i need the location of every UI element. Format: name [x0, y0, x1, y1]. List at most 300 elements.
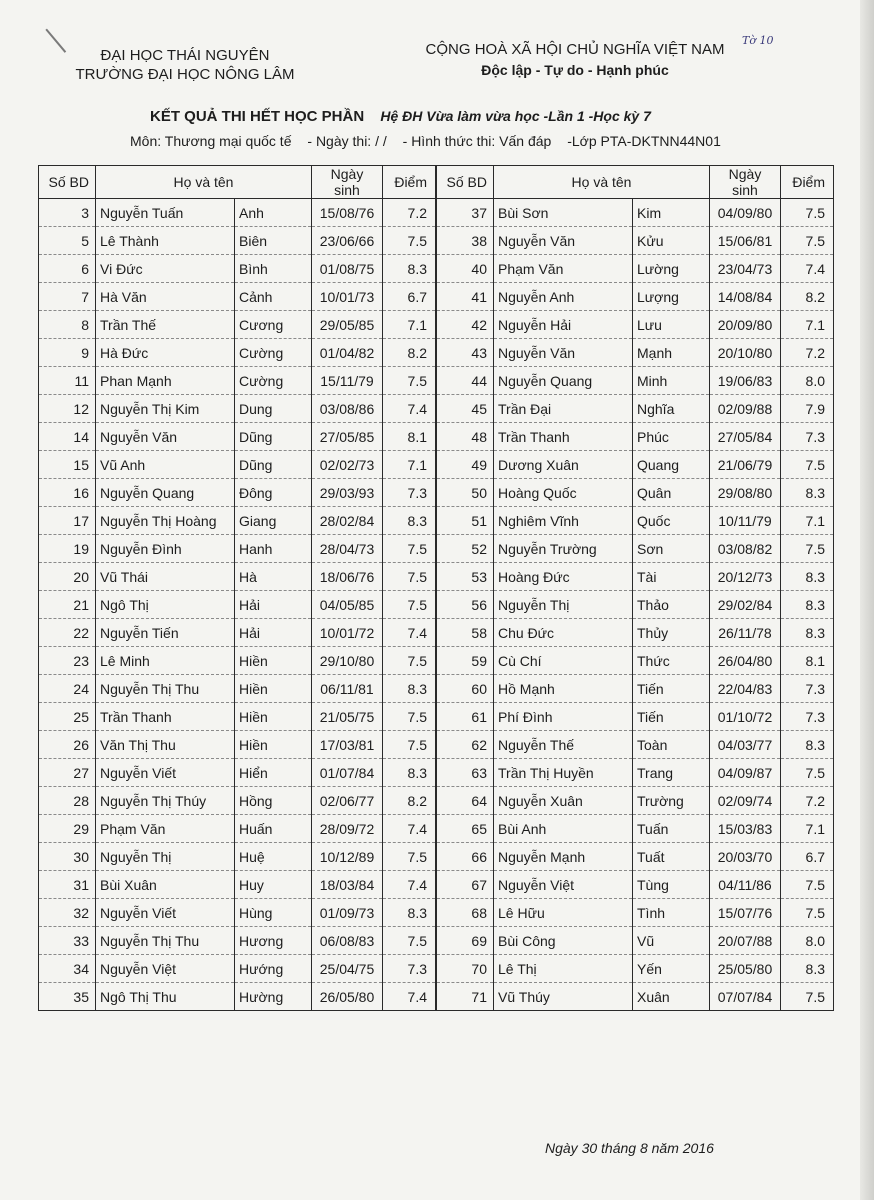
sbd-cell-right: 69	[436, 927, 494, 955]
score-cell-left: 7.5	[383, 367, 437, 395]
score-cell-left: 7.4	[383, 815, 437, 843]
dob-cell-right: 15/07/76	[710, 899, 781, 927]
scan-page-edge	[860, 0, 874, 1200]
surname-cell-right: Trần Thanh	[494, 423, 633, 451]
dob-cell-left: 02/06/77	[312, 787, 383, 815]
score-cell-left: 8.3	[383, 675, 437, 703]
given-name-cell-right: Toàn	[633, 731, 710, 759]
given-name-cell-right: Yến	[633, 955, 710, 983]
surname-cell-right: Trần Đại	[494, 395, 633, 423]
table-row	[39, 199, 834, 227]
table-row	[39, 675, 834, 703]
table-row	[39, 871, 834, 899]
dob-cell-right: 10/11/79	[710, 507, 781, 535]
header-dob-right: Ngày sinh	[710, 166, 781, 199]
score-cell-left: 7.1	[383, 311, 437, 339]
dob-cell-left: 03/08/86	[312, 395, 383, 423]
surname-cell-left: Văn Thị Thu	[96, 731, 235, 759]
sbd-cell-left: 16	[39, 479, 96, 507]
sbd-cell-right: 56	[436, 591, 494, 619]
dob-cell-left: 01/09/73	[312, 899, 383, 927]
surname-cell-right: Bùi Anh	[494, 815, 633, 843]
surname-cell-right: Hoàng Quốc	[494, 479, 633, 507]
given-name-cell-left: Cương	[235, 311, 312, 339]
given-name-cell-right: Kửu	[633, 227, 710, 255]
given-name-cell-right: Tài	[633, 563, 710, 591]
dob-cell-left: 06/08/83	[312, 927, 383, 955]
surname-cell-right: Nguyễn Văn	[494, 227, 633, 255]
given-name-cell-left: Cảnh	[235, 283, 312, 311]
dob-cell-left: 10/01/73	[312, 283, 383, 311]
score-cell-left: 7.5	[383, 927, 437, 955]
surname-cell-left: Nguyễn Quang	[96, 479, 235, 507]
sbd-cell-right: 48	[436, 423, 494, 451]
dob-cell-left: 21/05/75	[312, 703, 383, 731]
given-name-cell-left: Hải	[235, 619, 312, 647]
surname-cell-right: Nguyễn Văn	[494, 339, 633, 367]
surname-cell-left: Nguyễn Việt	[96, 955, 235, 983]
surname-cell-right: Chu Đức	[494, 619, 633, 647]
subject-label: Môn: Thương mại quốc tế	[130, 133, 292, 149]
results-table-body	[39, 199, 834, 1011]
dob-cell-left: 28/04/73	[312, 535, 383, 563]
dob-cell-right: 26/11/78	[710, 619, 781, 647]
sbd-cell-right: 65	[436, 815, 494, 843]
table-row	[39, 563, 834, 591]
table-row	[39, 451, 834, 479]
sbd-cell-left: 11	[39, 367, 96, 395]
score-cell-left: 7.5	[383, 227, 437, 255]
class-label: -Lớp PTA-DKTNN44N01	[567, 133, 721, 149]
sbd-cell-left: 3	[39, 199, 96, 227]
score-cell-right: 7.5	[781, 199, 834, 227]
given-name-cell-left: Dũng	[235, 423, 312, 451]
dob-cell-right: 21/06/79	[710, 451, 781, 479]
dob-cell-right: 02/09/74	[710, 787, 781, 815]
table-row	[39, 535, 834, 563]
given-name-cell-right: Mạnh	[633, 339, 710, 367]
surname-cell-right: Phạm Văn	[494, 255, 633, 283]
sbd-cell-right: 62	[436, 731, 494, 759]
score-cell-right: 8.3	[781, 479, 834, 507]
dob-cell-left: 15/08/76	[312, 199, 383, 227]
table-row	[39, 507, 834, 535]
score-cell-left: 7.5	[383, 563, 437, 591]
score-cell-right: 7.5	[781, 227, 834, 255]
given-name-cell-left: Giang	[235, 507, 312, 535]
score-cell-left: 8.3	[383, 759, 437, 787]
given-name-cell-left: Dung	[235, 395, 312, 423]
sbd-cell-right: 64	[436, 787, 494, 815]
dob-cell-left: 26/05/80	[312, 983, 383, 1011]
given-name-cell-right: Tuất	[633, 843, 710, 871]
surname-cell-left: Nguyễn Tuấn	[96, 199, 235, 227]
score-cell-left: 7.4	[383, 871, 437, 899]
given-name-cell-right: Trang	[633, 759, 710, 787]
score-cell-right: 7.2	[781, 787, 834, 815]
sbd-cell-right: 52	[436, 535, 494, 563]
score-cell-right: 6.7	[781, 843, 834, 871]
surname-cell-right: Nguyễn Quang	[494, 367, 633, 395]
table-row	[39, 787, 834, 815]
dob-cell-left: 18/03/84	[312, 871, 383, 899]
given-name-cell-left: Hiền	[235, 703, 312, 731]
surname-cell-left: Lê Minh	[96, 647, 235, 675]
dob-cell-right: 25/05/80	[710, 955, 781, 983]
score-cell-right: 8.3	[781, 619, 834, 647]
surname-cell-left: Nguyễn Thị Kim	[96, 395, 235, 423]
dob-cell-left: 29/10/80	[312, 647, 383, 675]
score-cell-right: 8.3	[781, 731, 834, 759]
given-name-cell-right: Quân	[633, 479, 710, 507]
sbd-cell-right: 37	[436, 199, 494, 227]
sbd-cell-left: 15	[39, 451, 96, 479]
table-row	[39, 479, 834, 507]
sbd-cell-left: 21	[39, 591, 96, 619]
given-name-cell-right: Quang	[633, 451, 710, 479]
dob-cell-right: 15/06/81	[710, 227, 781, 255]
sbd-cell-right: 44	[436, 367, 494, 395]
score-cell-left: 7.4	[383, 619, 437, 647]
score-cell-left: 6.7	[383, 283, 437, 311]
table-row	[39, 647, 834, 675]
given-name-cell-right: Kim	[633, 199, 710, 227]
score-cell-left: 7.5	[383, 843, 437, 871]
dob-cell-right: 19/06/83	[710, 367, 781, 395]
given-name-cell-left: Hà	[235, 563, 312, 591]
score-cell-right: 8.3	[781, 563, 834, 591]
surname-cell-right: Nguyễn Trường	[494, 535, 633, 563]
surname-cell-right: Nguyễn Thế	[494, 731, 633, 759]
score-cell-right: 7.5	[781, 899, 834, 927]
given-name-cell-left: Huệ	[235, 843, 312, 871]
surname-cell-left: Vũ Thái	[96, 563, 235, 591]
given-name-cell-right: Thủy	[633, 619, 710, 647]
national-motto-block	[410, 40, 740, 80]
score-cell-right: 8.3	[781, 955, 834, 983]
sbd-cell-left: 12	[39, 395, 96, 423]
surname-cell-left: Vi Đức	[96, 255, 235, 283]
given-name-cell-right: Thảo	[633, 591, 710, 619]
sbd-cell-right: 61	[436, 703, 494, 731]
given-name-cell-left: Hiền	[235, 675, 312, 703]
given-name-cell-left: Hường	[235, 983, 312, 1011]
table-row	[39, 703, 834, 731]
table-row	[39, 815, 834, 843]
given-name-cell-left: Bình	[235, 255, 312, 283]
score-cell-left: 8.3	[383, 899, 437, 927]
score-cell-right: 8.2	[781, 283, 834, 311]
given-name-cell-right: Tiến	[633, 703, 710, 731]
surname-cell-right: Lê Thị	[494, 955, 633, 983]
score-cell-right: 8.3	[781, 591, 834, 619]
table-row	[39, 955, 834, 983]
dob-cell-left: 17/03/81	[312, 731, 383, 759]
dob-cell-right: 15/03/83	[710, 815, 781, 843]
dob-cell-left: 27/05/85	[312, 423, 383, 451]
dob-cell-right: 04/09/87	[710, 759, 781, 787]
surname-cell-right: Nguyễn Xuân	[494, 787, 633, 815]
dob-cell-right: 04/11/86	[710, 871, 781, 899]
score-cell-left: 7.3	[383, 955, 437, 983]
sbd-cell-left: 27	[39, 759, 96, 787]
score-cell-left: 7.5	[383, 591, 437, 619]
surname-cell-right: Dương Xuân	[494, 451, 633, 479]
exam-info	[130, 133, 733, 149]
given-name-cell-left: Hùng	[235, 899, 312, 927]
surname-cell-left: Nguyễn Thị	[96, 843, 235, 871]
surname-cell-left: Ngô Thị	[96, 591, 235, 619]
table-row	[39, 255, 834, 283]
dob-cell-left: 23/06/66	[312, 227, 383, 255]
signature-date: Ngày 30 tháng 8 năm 2016	[545, 1140, 714, 1156]
university-name: ĐẠI HỌC THÁI NGUYÊN	[100, 47, 270, 64]
table-row	[39, 899, 834, 927]
exam-date-label: - Ngày thi: / /	[307, 133, 387, 149]
dob-cell-left: 10/12/89	[312, 843, 383, 871]
given-name-cell-left: Hướng	[235, 955, 312, 983]
surname-cell-left: Nguyễn Thị Thu	[96, 675, 235, 703]
surname-cell-left: Trần Thế	[96, 311, 235, 339]
sbd-cell-right: 59	[436, 647, 494, 675]
score-cell-left: 8.2	[383, 339, 437, 367]
score-cell-left: 7.3	[383, 479, 437, 507]
score-cell-right: 7.5	[781, 535, 834, 563]
dob-cell-right: 04/09/80	[710, 199, 781, 227]
sbd-cell-right: 60	[436, 675, 494, 703]
score-cell-right: 7.3	[781, 675, 834, 703]
dob-cell-left: 04/05/85	[312, 591, 383, 619]
dob-cell-right: 02/09/88	[710, 395, 781, 423]
dob-cell-left: 01/04/82	[312, 339, 383, 367]
header-fullname-right: Họ và tên	[494, 166, 710, 199]
surname-cell-left: Hà Văn	[96, 283, 235, 311]
sbd-cell-right: 67	[436, 871, 494, 899]
given-name-cell-left: Anh	[235, 199, 312, 227]
sbd-cell-right: 51	[436, 507, 494, 535]
dob-cell-right: 22/04/83	[710, 675, 781, 703]
given-name-cell-right: Minh	[633, 367, 710, 395]
given-name-cell-right: Phúc	[633, 423, 710, 451]
given-name-cell-right: Tiến	[633, 675, 710, 703]
sbd-cell-left: 24	[39, 675, 96, 703]
surname-cell-right: Hồ Mạnh	[494, 675, 633, 703]
issuer-block	[60, 46, 310, 84]
table-row	[39, 283, 834, 311]
surname-cell-right: Nguyễn Hải	[494, 311, 633, 339]
sbd-cell-left: 33	[39, 927, 96, 955]
header-sbd-right: Số BD	[436, 166, 494, 199]
dob-cell-left: 15/11/79	[312, 367, 383, 395]
surname-cell-left: Phan Mạnh	[96, 367, 235, 395]
sbd-cell-right: 66	[436, 843, 494, 871]
given-name-cell-left: Dũng	[235, 451, 312, 479]
sbd-cell-left: 25	[39, 703, 96, 731]
header-score-left: Điểm	[383, 166, 437, 199]
sbd-cell-left: 35	[39, 983, 96, 1011]
dob-cell-right: 29/08/80	[710, 479, 781, 507]
dob-cell-right: 23/04/73	[710, 255, 781, 283]
results-table	[38, 165, 834, 1011]
given-name-cell-left: Hiền	[235, 647, 312, 675]
dob-cell-left: 29/05/85	[312, 311, 383, 339]
dob-cell-right: 20/03/70	[710, 843, 781, 871]
given-name-cell-left: Hiền	[235, 731, 312, 759]
given-name-cell-right: Lường	[633, 255, 710, 283]
score-cell-right: 7.5	[781, 871, 834, 899]
dob-cell-right: 20/09/80	[710, 311, 781, 339]
sbd-cell-right: 40	[436, 255, 494, 283]
dob-cell-left: 18/06/76	[312, 563, 383, 591]
given-name-cell-right: Sơn	[633, 535, 710, 563]
surname-cell-left: Trần Thanh	[96, 703, 235, 731]
dob-cell-right: 20/07/88	[710, 927, 781, 955]
sbd-cell-left: 31	[39, 871, 96, 899]
republic-name: CỘNG HOÀ XÃ HỘI CHỦ NGHĨA VIỆT NAM	[425, 41, 725, 58]
given-name-cell-right: Xuân	[633, 983, 710, 1011]
surname-cell-left: Nguyễn Văn	[96, 423, 235, 451]
given-name-cell-right: Tình	[633, 899, 710, 927]
dob-cell-left: 25/04/75	[312, 955, 383, 983]
surname-cell-right: Nguyễn Thị	[494, 591, 633, 619]
score-cell-left: 7.4	[383, 983, 437, 1011]
header-sbd-left: Số BD	[39, 166, 96, 199]
score-cell-left: 8.3	[383, 255, 437, 283]
score-cell-right: 7.3	[781, 703, 834, 731]
dob-cell-right: 01/10/72	[710, 703, 781, 731]
table-row	[39, 927, 834, 955]
table-row	[39, 619, 834, 647]
sbd-cell-left: 30	[39, 843, 96, 871]
table-row	[39, 843, 834, 871]
given-name-cell-left: Hải	[235, 591, 312, 619]
score-cell-left: 7.1	[383, 451, 437, 479]
sbd-cell-left: 17	[39, 507, 96, 535]
dob-cell-right: 03/08/82	[710, 535, 781, 563]
sbd-cell-right: 42	[436, 311, 494, 339]
dob-cell-left: 10/01/72	[312, 619, 383, 647]
score-cell-right: 7.3	[781, 423, 834, 451]
score-cell-right: 7.1	[781, 815, 834, 843]
given-name-cell-left: Đông	[235, 479, 312, 507]
score-cell-left: 8.3	[383, 507, 437, 535]
surname-cell-left: Phạm Văn	[96, 815, 235, 843]
given-name-cell-right: Quốc	[633, 507, 710, 535]
surname-cell-right: Nghiêm Vĩnh	[494, 507, 633, 535]
surname-cell-left: Nguyễn Thị Thúy	[96, 787, 235, 815]
sbd-cell-right: 38	[436, 227, 494, 255]
given-name-cell-right: Tùng	[633, 871, 710, 899]
dob-cell-left: 02/02/73	[312, 451, 383, 479]
sbd-cell-left: 6	[39, 255, 96, 283]
sbd-cell-left: 34	[39, 955, 96, 983]
dob-cell-right: 27/05/84	[710, 423, 781, 451]
sbd-cell-left: 7	[39, 283, 96, 311]
sbd-cell-left: 5	[39, 227, 96, 255]
surname-cell-left: Nguyễn Đình	[96, 535, 235, 563]
score-cell-right: 7.5	[781, 759, 834, 787]
surname-cell-right: Bùi Công	[494, 927, 633, 955]
given-name-cell-left: Huy	[235, 871, 312, 899]
given-name-cell-left: Biên	[235, 227, 312, 255]
surname-cell-right: Nguyễn Anh	[494, 283, 633, 311]
exam-form-label: - Hình thức thi: Vấn đáp	[402, 133, 552, 149]
given-name-cell-left: Hồng	[235, 787, 312, 815]
given-name-cell-left: Hương	[235, 927, 312, 955]
title-main: KẾT QUẢ THI HẾT HỌC PHẦN	[150, 108, 365, 125]
sbd-cell-right: 53	[436, 563, 494, 591]
header-score-right: Điểm	[781, 166, 834, 199]
dob-cell-left: 01/07/84	[312, 759, 383, 787]
sbd-cell-left: 32	[39, 899, 96, 927]
dob-cell-right: 14/08/84	[710, 283, 781, 311]
dob-cell-left: 28/09/72	[312, 815, 383, 843]
table-row	[39, 983, 834, 1011]
surname-cell-left: Lê Thành	[96, 227, 235, 255]
sbd-cell-right: 50	[436, 479, 494, 507]
surname-cell-right: Phí Đình	[494, 703, 633, 731]
given-name-cell-right: Lượng	[633, 283, 710, 311]
score-cell-left: 7.2	[383, 199, 437, 227]
score-cell-left: 8.1	[383, 423, 437, 451]
dob-cell-right: 29/02/84	[710, 591, 781, 619]
score-cell-right: 8.0	[781, 367, 834, 395]
surname-cell-left: Nguyễn Thị Thu	[96, 927, 235, 955]
given-name-cell-right: Vũ	[633, 927, 710, 955]
surname-cell-right: Vũ Thúy	[494, 983, 633, 1011]
surname-cell-left: Hà Đức	[96, 339, 235, 367]
dob-cell-right: 26/04/80	[710, 647, 781, 675]
score-cell-right: 7.5	[781, 983, 834, 1011]
dob-cell-right: 04/03/77	[710, 731, 781, 759]
score-cell-right: 8.1	[781, 647, 834, 675]
document-title	[150, 108, 651, 125]
surname-cell-right: Nguyễn Mạnh	[494, 843, 633, 871]
dob-cell-left: 28/02/84	[312, 507, 383, 535]
table-row	[39, 227, 834, 255]
score-cell-right: 7.1	[781, 507, 834, 535]
surname-cell-right: Cù Chí	[494, 647, 633, 675]
sbd-cell-left: 29	[39, 815, 96, 843]
given-name-cell-right: Tuấn	[633, 815, 710, 843]
dob-cell-left: 06/11/81	[312, 675, 383, 703]
surname-cell-left: Ngô Thị Thu	[96, 983, 235, 1011]
score-cell-right: 7.4	[781, 255, 834, 283]
score-cell-left: 7.5	[383, 647, 437, 675]
score-cell-left: 8.2	[383, 787, 437, 815]
surname-cell-left: Vũ Anh	[96, 451, 235, 479]
sbd-cell-right: 70	[436, 955, 494, 983]
table-row	[39, 395, 834, 423]
dob-cell-right: 07/07/84	[710, 983, 781, 1011]
surname-cell-left: Nguyễn Thị Hoàng	[96, 507, 235, 535]
national-motto: Độc lập - Tự do - Hạnh phúc	[481, 62, 669, 78]
sbd-cell-right: 41	[436, 283, 494, 311]
surname-cell-right: Trần Thị Huyền	[494, 759, 633, 787]
given-name-cell-left: Cường	[235, 339, 312, 367]
sbd-cell-left: 19	[39, 535, 96, 563]
dob-cell-left: 01/08/75	[312, 255, 383, 283]
table-row	[39, 367, 834, 395]
given-name-cell-right: Nghĩa	[633, 395, 710, 423]
sbd-cell-left: 9	[39, 339, 96, 367]
table-row	[39, 731, 834, 759]
sbd-cell-right: 71	[436, 983, 494, 1011]
dob-cell-left: 29/03/93	[312, 479, 383, 507]
sbd-cell-left: 23	[39, 647, 96, 675]
score-cell-right: 7.2	[781, 339, 834, 367]
sbd-cell-left: 14	[39, 423, 96, 451]
